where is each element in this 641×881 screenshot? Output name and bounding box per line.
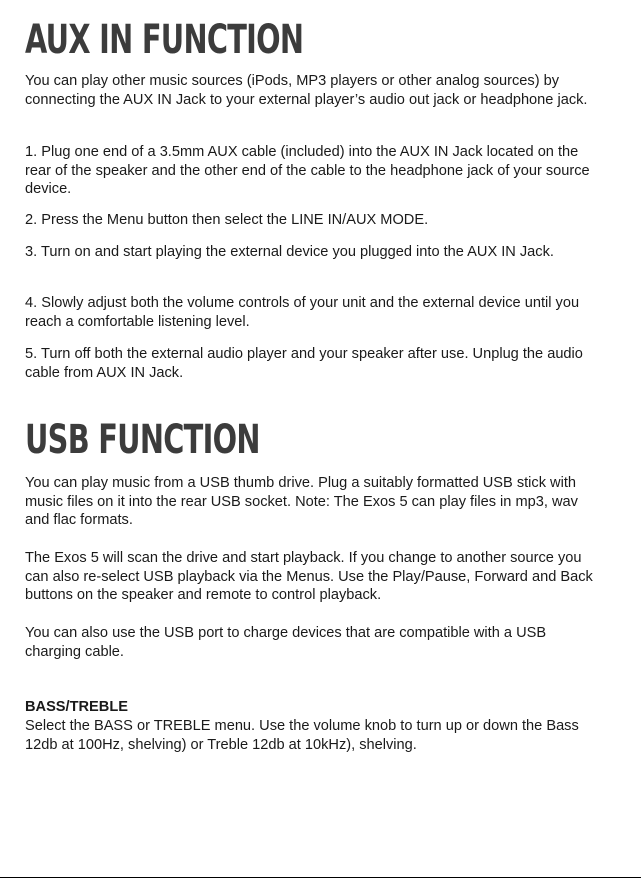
aux-step-1: 1. Plug one end of a 3.5mm AUX cable (included) into the AUX IN Jack located on the rear of the speaker and the other end of the cable to the headphone jack of your source device. <box>25 144 590 198</box>
usb-paragraph-3: You can also use the USB port to charge devices that are compatible with a USB charging cable. <box>25 625 547 660</box>
aux-step-3: 3. Turn on and start playing the external device you plugged into the AUX IN Jack. <box>25 244 554 260</box>
usb-paragraph-2: The Exos 5 will scan the drive and start playback. If you change to another source you can also re-select USB playback via the Menus. Use the Play/Pause, Forward and Back buttons on the speaker and remote to control playback. <box>25 550 593 604</box>
usb-function-title: USB FUNCTION <box>25 417 260 463</box>
aux-intro-paragraph: You can play other music sources (iPods, MP3 players or other analog sources) by connecting the AUX IN Jack to your external player’s audio out jack or headphone jack. <box>25 73 588 108</box>
bass-treble-heading: BASS/TREBLE <box>25 699 128 715</box>
bass-treble-paragraph: Select the BASS or TREBLE menu. Use the volume knob to turn up or down the Bass 12db at 100Hz, shelving) or Treble 12db at 10kHz), shelving. <box>25 718 579 753</box>
usb-paragraph-1: You can play music from a USB thumb drive. Plug a suitably formatted USB stick with music files on it into the rear USB socket. Note: The Exos 5 can play files in mp3, wav and flac formats. <box>25 475 578 529</box>
page-bottom-divider <box>0 877 641 878</box>
aux-in-function-title: AUX IN FUNCTION <box>25 17 304 63</box>
aux-step-5: 5. Turn off both the external audio player and your speaker after use. Unplug the audio cable from AUX IN Jack. <box>25 346 583 381</box>
aux-step-4: 4. Slowly adjust both the volume controls of your unit and the external device until you reach a comfortable listening level. <box>25 295 580 330</box>
aux-step-2: 2. Press the Menu button then select the LINE IN/AUX MODE. <box>25 212 429 228</box>
